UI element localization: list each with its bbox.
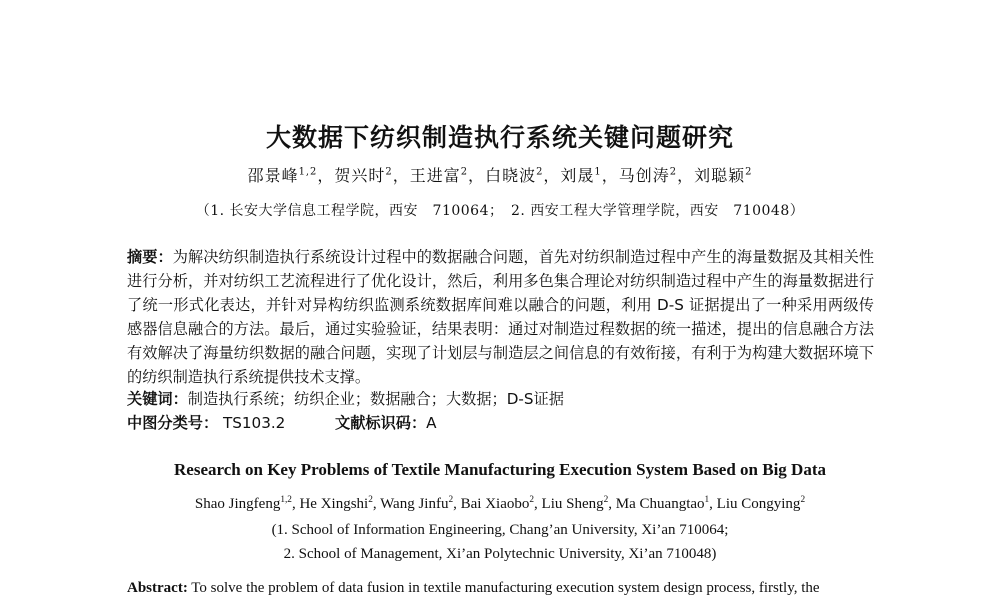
author [248, 166, 318, 185]
author-name: 刘聪颖 [694, 166, 746, 185]
abstract-text-en: To solve the problem of data fusion in textile manufacturing execution system design process, firstly, the [187, 580, 820, 596]
author-affiliation-mark: 2 [448, 495, 454, 505]
author-affiliation-mark: 2 [460, 166, 469, 178]
author-affiliation-mark: 2 [529, 495, 535, 505]
abstract-cn [127, 245, 874, 389]
author-separator: ， [543, 166, 561, 185]
author-separator: , [291, 496, 300, 512]
author-name: Liu Congying [716, 496, 801, 512]
author-affiliation-mark: 1,2 [298, 166, 318, 178]
author [461, 496, 534, 512]
author-separator: , [534, 496, 542, 512]
author-separator: ， [392, 166, 410, 185]
author-name: He Xingshi [299, 496, 369, 512]
author-name: Bai Xiaobo [460, 496, 530, 512]
classification-line [127, 412, 437, 433]
author-separator: , [709, 496, 717, 512]
author-name: Wang Jinfu [380, 496, 449, 512]
author-separator: , [608, 496, 616, 512]
abstract-en [127, 580, 887, 597]
author [616, 496, 709, 512]
keywords-cn [127, 388, 564, 409]
author-affiliation-mark: 1 [704, 495, 710, 505]
author [542, 496, 609, 512]
author-affiliation-mark: 2 [669, 166, 678, 178]
author [299, 496, 372, 512]
author-name: 白晓波 [485, 166, 537, 185]
author-affiliation-mark: 2 [536, 166, 544, 178]
author-name: Liu Sheng [541, 496, 604, 512]
author-name: Shao Jingfeng [194, 496, 281, 512]
author-separator: ， [601, 166, 619, 185]
clc-value: TS103.2 [222, 414, 286, 432]
author-affiliation-mark: 2 [368, 495, 373, 505]
author-affiliation-mark: 2 [800, 495, 806, 505]
author-name: 刘晟 [560, 166, 595, 185]
abstract-label-cn: 摘要： [127, 248, 173, 266]
author-affiliation-mark: 1 [594, 166, 602, 178]
keywords-label-cn: 关键词： [127, 390, 188, 408]
author-affiliation-mark: 2 [603, 495, 609, 505]
author-name: 王进富 [409, 166, 461, 185]
doc-code-value: A [426, 414, 437, 432]
author [410, 166, 468, 185]
author-separator: , [453, 496, 461, 512]
doc-code-label: 文献标识码： [335, 414, 427, 432]
author [560, 166, 601, 185]
author-name: Ma Chuangtao [615, 496, 705, 512]
author-separator: ， [468, 166, 486, 185]
author-affiliation-mark: 2 [745, 166, 753, 178]
author-separator: ， [677, 166, 695, 185]
author-list-cn [0, 163, 1000, 186]
keywords-text-cn: 制造执行系统；纺织企业；数据融合；大数据；D-S证据 [187, 390, 564, 408]
author [334, 166, 392, 185]
author-name: 邵景峰 [247, 166, 299, 185]
author [717, 496, 805, 512]
author [195, 496, 292, 512]
abstract-label-en: Abstract: [127, 580, 188, 596]
author-name: 马创涛 [618, 166, 670, 185]
affiliations-cn: （1. 长安大学信息工程学院，西安 710064； 2. 西安工程大学管理学院，西安 710048） [195, 203, 805, 219]
author [380, 496, 453, 512]
author [694, 166, 752, 185]
clc-label: 中图分类号： [127, 414, 219, 432]
author [619, 166, 677, 185]
author-separator: , [372, 496, 381, 512]
author-name: 贺兴时 [334, 166, 386, 185]
author-affiliation-mark: 2 [385, 166, 393, 178]
affiliation-en-line-2: 2. School of Management, Xi’an Polytechnic University, Xi’an 710048) [283, 546, 717, 562]
author-list-en [0, 496, 1000, 513]
author [485, 166, 543, 185]
affiliation-en-line-1: (1. School of Information Engineering, Chang’an University, Xi’an 710064; [271, 522, 729, 538]
author-affiliation-mark: 1,2 [280, 495, 292, 505]
abstract-text-cn: 为解决纺织制造执行系统设计过程中的数据融合问题，首先对纺织制造过程中产生的海量数据及其相关性进行分析，并对纺织工艺流程进行了优化设计，然后，利用多色集合理论对纺织制造过程中产生的海量数据进行了统一形式化表达，并针对异构纺织监测系统数据库间难以融合的问题，利用 D-S 证据提出了一种采用两级传感器信息融合的方法。最后，通过实验验证，结果表明：通过对制造过程数据的统一描述，提出的信息融合方法有效解决了海量纺织数据的融合问题，实现了计划层与制造层之间信息的有效衔接，有利于为构建大数据环境下的纺织制造执行系统提供技术支撑。 [127, 248, 875, 386]
paper-title-en: Research on Key Problems of Textile Manufacturing Execution System Based on Big Data [174, 460, 826, 479]
paper-title-cn: 大数据下纺织制造执行系统关键问题研究 [265, 123, 734, 152]
author-separator: ， [317, 166, 335, 185]
